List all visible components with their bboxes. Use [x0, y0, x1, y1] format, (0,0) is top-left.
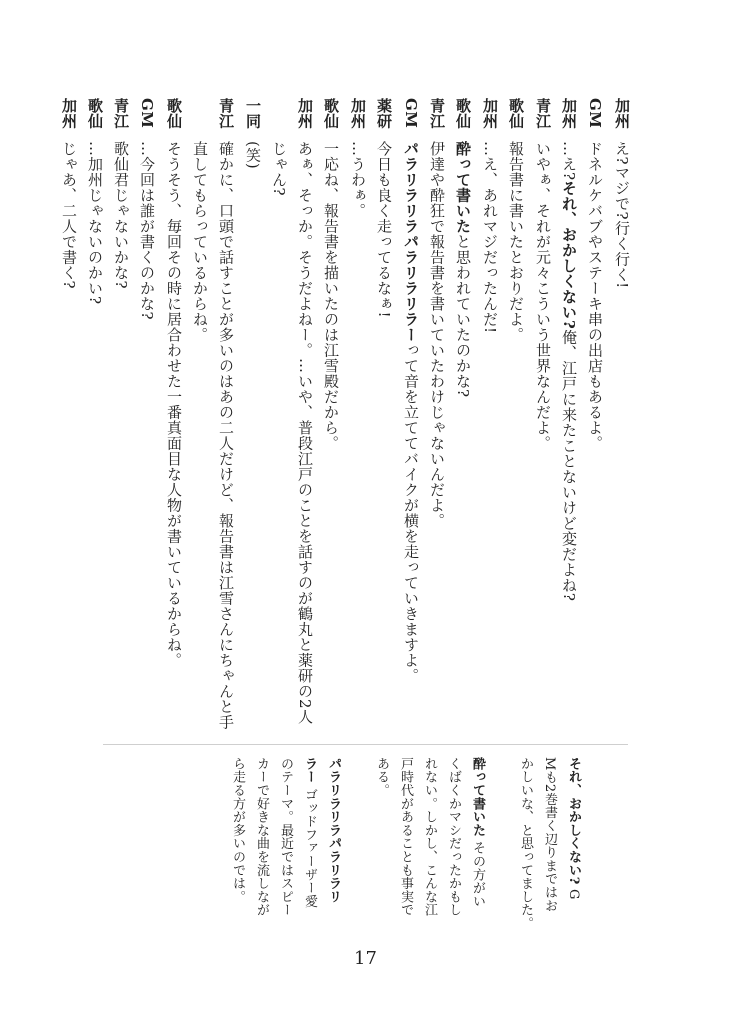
line-text: その方がい — [470, 836, 485, 908]
line-text: じゃん? — [270, 141, 288, 197]
dialogue-line — [450, 98, 470, 398]
line-text: (笑) — [244, 141, 262, 170]
dialogue-line — [582, 98, 602, 451]
footnote-line — [394, 757, 412, 917]
line-text: 歌仙君じゃないかな? — [112, 141, 130, 290]
footnote-line — [538, 757, 556, 912]
line-text: じゃあ、二人で書く? — [60, 141, 78, 290]
line-text: かしいな、と思ってました。 — [518, 757, 533, 930]
speaker-name: 加州 — [349, 98, 367, 129]
dialogue-line — [398, 98, 418, 684]
line-text: って音を立ててバイクが横を走っていきますよ。 — [402, 342, 420, 684]
dialogue-line — [82, 98, 102, 305]
line-text: 確かに、口頭で話すことが多いのはあの二人だけど、報告書は江雪さんにちゃんと手 — [217, 141, 235, 730]
line-text: 俺、江戸に来たことないけど変だよね? — [560, 329, 578, 602]
line-text: 今日も良く走ってるなぁ! — [375, 141, 393, 319]
line-text: 伊達や酔狂で報告書を書いていたわけじゃないんだよ。 — [428, 141, 446, 529]
emphasized-text: それ、おかしくない? — [566, 757, 581, 885]
dialogue-line — [503, 98, 523, 343]
footnote-line — [370, 757, 388, 797]
speaker-name: 歌仙 — [86, 98, 104, 129]
line-text: いやぁ、それが元々こういう世界なんだよ。 — [534, 141, 552, 451]
line-text: Mも2巻書く辺りまではお — [542, 757, 557, 913]
speaker-name: GM — [586, 98, 604, 129]
dialogue-line — [424, 98, 444, 529]
footnote-line — [274, 757, 292, 917]
dialogue-line — [530, 98, 550, 451]
line-text: のテーマ。最近ではスピー — [278, 757, 293, 917]
speaker-name: 青江 — [428, 98, 446, 129]
dialogue-line — [134, 98, 154, 320]
speaker-name: 歌仙 — [165, 98, 183, 129]
speaker-name: GM — [402, 98, 420, 129]
line-text: ドネルケバブやステーキ串の出店もあるよ。 — [586, 141, 604, 451]
dialogue-line — [556, 98, 576, 601]
page-number: 17 — [354, 948, 377, 969]
line-text: 一応ね、報告書を描いたのは江雪殿だから。 — [322, 141, 340, 451]
line-text: ゴッドファーザー愛 — [302, 783, 317, 908]
dialogue-line — [477, 98, 497, 334]
speaker-name: 加州 — [296, 98, 314, 129]
dialogue-line — [187, 98, 207, 343]
speaker-name: 加州 — [481, 98, 499, 129]
line-text: ある。 — [374, 757, 389, 797]
line-text: あぁ、そっか。そうだよねー。…いや、普段江戸のことを話すのが鶴丸と薬研の2人 — [296, 141, 314, 725]
line-text: 報告書に書いたとおりだよ。 — [507, 141, 525, 343]
footnote-line — [514, 757, 532, 930]
speaker-name: 青江 — [112, 98, 130, 129]
dialogue-line — [266, 98, 286, 196]
footnote-line — [442, 757, 460, 917]
line-text: …うわぁ。 — [349, 141, 367, 219]
speaker-name: 青江 — [534, 98, 552, 129]
speaker-name: 歌仙 — [507, 98, 525, 129]
speaker-name: GM — [138, 98, 156, 129]
footnote-line — [226, 757, 244, 903]
emphasized-text: パラリラリラパラリラリ — [326, 757, 341, 904]
speaker-name: 一同 — [244, 98, 262, 129]
emphasized-text: 酔って書いた — [470, 757, 485, 837]
dialogue-line — [318, 98, 338, 451]
footnote-line — [562, 757, 580, 900]
speaker-name: 歌仙 — [454, 98, 472, 129]
line-text: G — [566, 884, 581, 900]
speaker-name: 青江 — [217, 98, 235, 129]
speaker-name: 歌仙 — [322, 98, 340, 129]
footnote-divider — [103, 744, 628, 745]
emphasized-text: ラー — [302, 757, 317, 784]
line-text: 直してもらっているからね。 — [191, 141, 209, 343]
dialogue-line — [56, 98, 76, 289]
line-text: そうそう、毎回その時に居合わせた一番真面目な人物が書いているからね。 — [165, 141, 183, 668]
line-text: え?マジで?行く行く! — [613, 141, 631, 289]
footnote-line — [418, 757, 436, 917]
footnote-line — [250, 757, 268, 917]
dialogue-line — [609, 98, 629, 289]
dialogue-line — [161, 98, 181, 668]
line-text: …え、あれマジだったんだ! — [481, 141, 499, 334]
line-text: れない。しかし、こんな江 — [422, 757, 437, 917]
speaker-name: 加州 — [560, 98, 578, 129]
line-text: カーで好きな曲を流しなが — [254, 757, 269, 917]
line-text: …今回は誰が書くのかな? — [138, 141, 156, 321]
line-text: と思われていたのかな? — [454, 234, 472, 398]
speaker-name: 薬研 — [375, 98, 393, 129]
dialogue-line — [240, 98, 260, 169]
dialogue-line — [292, 98, 312, 725]
line-text: …加州じゃないのかい? — [86, 141, 104, 305]
speaker-name: 加州 — [60, 98, 78, 129]
emphasized-text: パラリラリラパラリラリラー — [402, 141, 420, 343]
line-text: くばくかマシだったかもし — [446, 757, 461, 917]
dialogue-line — [108, 98, 128, 289]
emphasized-text: 酔って書いた — [454, 141, 472, 234]
emphasized-text: それ、おかしくない? — [560, 180, 578, 330]
line-text: …え? — [560, 141, 578, 181]
dialogue-line — [345, 98, 365, 219]
line-text: ら走る方が多いのでは。 — [230, 757, 245, 904]
footnote-line — [466, 757, 484, 908]
dialogue-line — [371, 98, 391, 318]
speaker-name: 加州 — [613, 98, 631, 129]
footnote-line — [298, 757, 316, 908]
footnote-line — [322, 757, 340, 903]
line-text: 戸時代があることも事実で — [398, 757, 413, 917]
dialogue-line — [213, 98, 233, 730]
